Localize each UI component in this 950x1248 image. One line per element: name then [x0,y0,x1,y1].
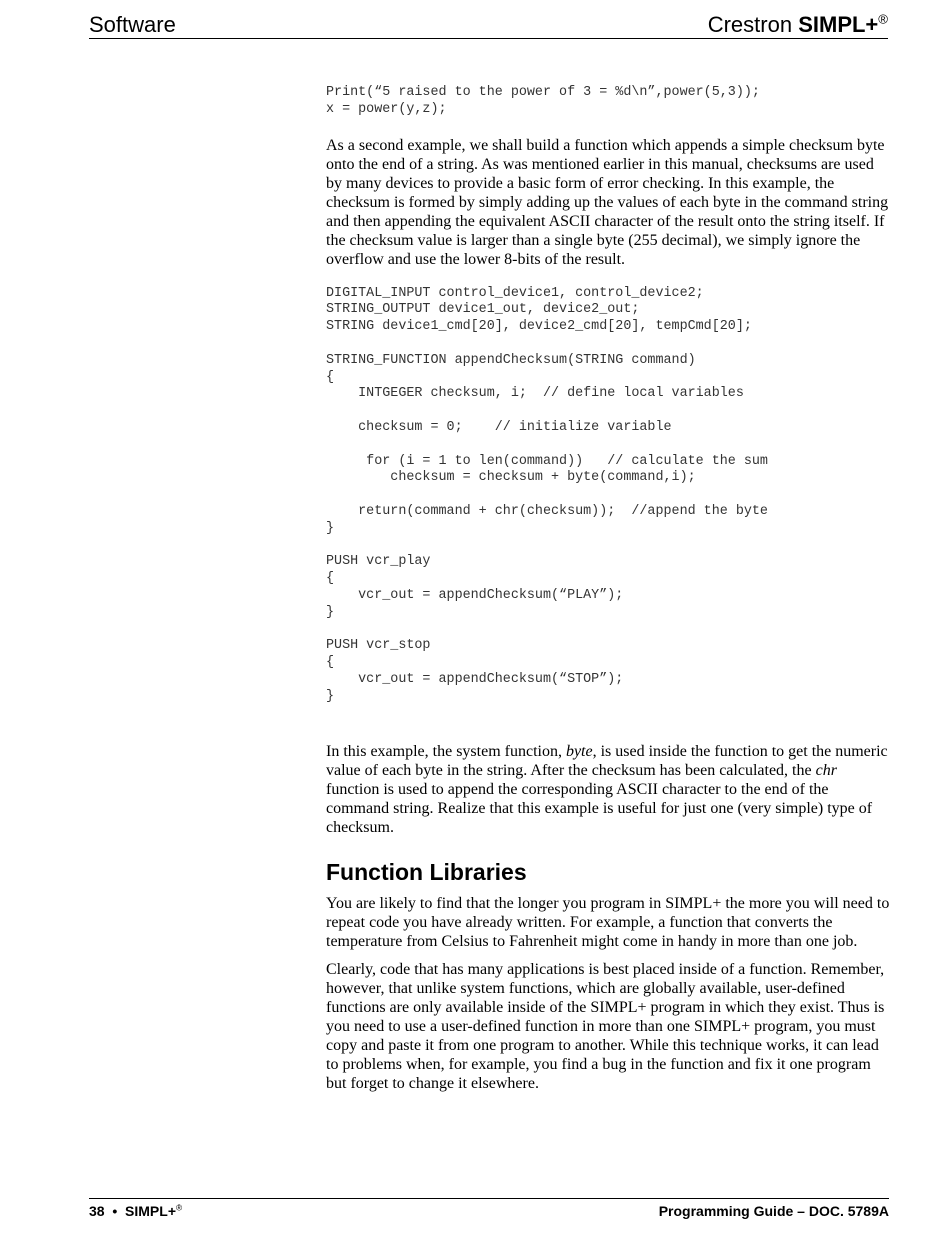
paragraph-libraries-detail: Clearly, code that has many applications is best placed inside of a function. Remember, however, that unlike system functions, which are globally available, user-defined functions are only available inside of the SIMPL+ program in which they exist. Thus is you need to use a user-defined function in more than one SIMPL+ program, you must copy and paste it from one program to another. While this technique works, it can lead to problems when, for example, you find a bug in the function and fix it one program but forget to change it elsewhere. [326,960,885,1092]
paragraph-checksum-explanation [326,742,890,837]
page-number: 38 [89,1203,105,1219]
text-run: , is used inside the function to get the numeric value of each byte in the string. After the checksum has been calculated, the [326,742,888,779]
paragraph-libraries-intro: You are likely to find that the longer you program in SIMPL+ the more you will need to repeat code you have already written. For example, a function that converts the temperature from Celsius to Fahrenheit might come in handy in more than one job. [326,894,890,950]
header-registered-mark: ® [878,11,888,27]
page-header [89,8,888,39]
paragraph-checksum-intro: As a second example, we shall build a function which appends a simple checksum byte onto the end of a string. As was mentioned earlier in this manual, checksums are used by many devices to provide a basic form of error checking. In this example, the checksum is formed by simply adding up the values of each byte in the command string and then appending the equivalent ASCII character of the result onto the string itself. If the checksum value is larger than a single byte (255 decimal), we simply ignore the overflow and use the lower 8-bits of the result. [326,136,889,268]
footer-registered-mark: ® [176,1202,183,1213]
italic-term-byte: byte [565,742,593,760]
footer-page-info [89,1203,182,1219]
bullet-separator: • [112,1203,118,1219]
header-brand-name: Crestron [707,12,793,37]
footer-doc-title: Programming Guide – DOC. 5789A [658,1203,889,1219]
page-content [326,85,890,1093]
code-checksum-example: DIGITAL_INPUT control_device1, control_device2; STRING_OUTPUT device1_out, device2_out; STRING device1_cmd[20], device2_cmd[20], tempCmd[20]; STRING_FUNCTION appendChecksum(STRING command) { INTGEGER checksum, i; // define local variables checksum = 0; // initialize variable for (i = 1 to len(command)) // calculate the sum checksum = checksum + byte(command,i); return(command + chr(checksum)); //append the byte } PUSH vcr_play { vcr_out = appendChecksum(“PLAY”); } PUSH vcr_stop { vcr_out = appendChecksum(“STOP”); } [326,285,768,704]
code-power-example: Print(“5 raised to the power of 3 = %d\n”,power(5,3)); x = power(y,z); [326,85,760,117]
section-heading-function-libraries: Function Libraries [326,858,527,885]
italic-term-chr: chr [815,761,837,779]
page-footer [89,1198,889,1227]
text-run: function is used to append the corresponding ASCII character to the end of the command string. Realize that this example is useful for just one (very simple) type of checksum. [326,780,873,836]
header-product-name: SIMPL+ [798,12,879,37]
footer-product: SIMPL+ [125,1203,177,1219]
header-brand [708,12,888,38]
header-section-title: Software [89,12,176,37]
text-run: In this example, the system function, [326,742,566,760]
